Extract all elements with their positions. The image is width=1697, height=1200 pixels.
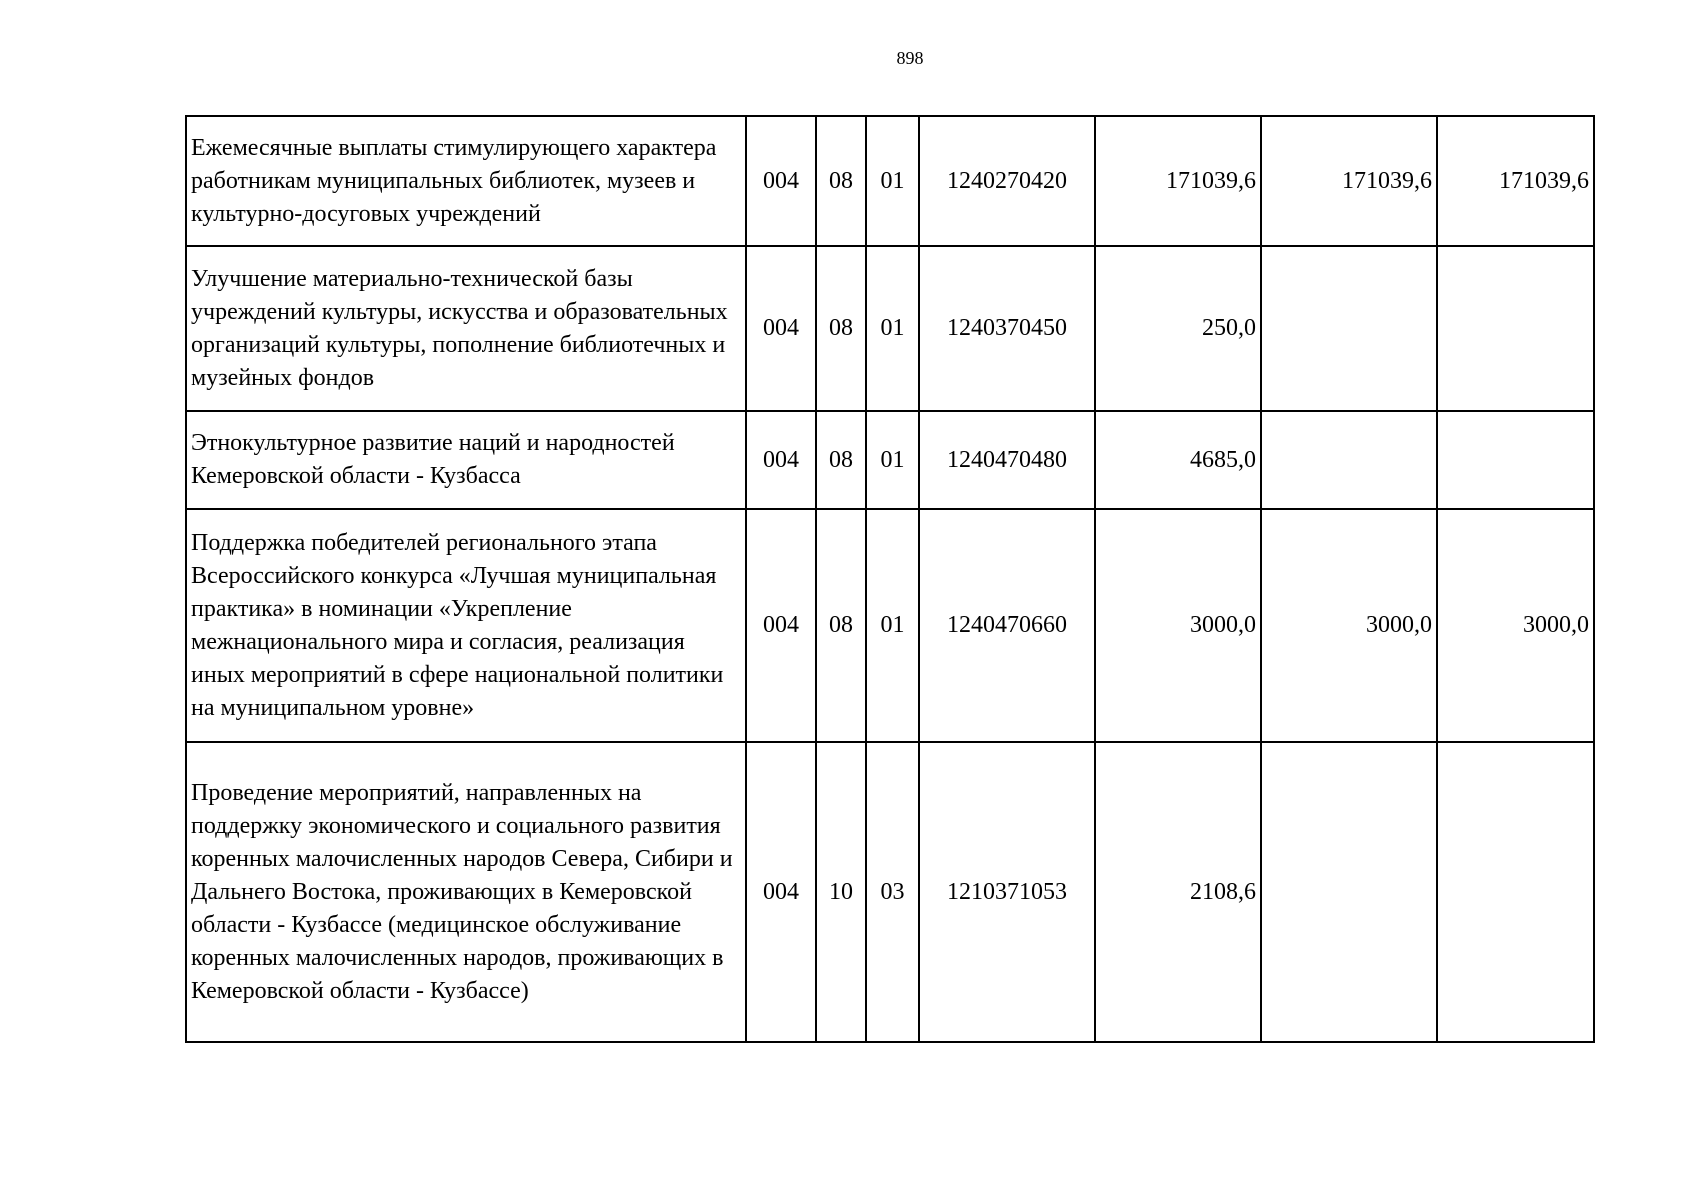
subsection-code-cell: 01 [866, 246, 919, 411]
amount-2-cell: 3000,0 [1261, 509, 1437, 742]
amount-2-cell [1261, 246, 1437, 411]
table-row [186, 742, 1594, 1042]
section-code-cell: 08 [816, 246, 866, 411]
budget-table [185, 115, 1595, 1043]
ministry-code-cell: 004 [746, 116, 816, 246]
table-row [186, 411, 1594, 509]
amount-1-cell: 4685,0 [1095, 411, 1261, 509]
amount-1-cell: 250,0 [1095, 246, 1261, 411]
table-row [186, 116, 1594, 246]
expense-name-cell: Поддержка победителей регионального этапа Всероссийского конкурса «Лучшая муниципальная практика» в номинации «Укрепление межнационального мира и согласия, реализация иных мероприятий в сфере национальной политики на муниципальном уровне» [186, 509, 746, 742]
subsection-code-cell: 03 [866, 742, 919, 1042]
subsection-code-cell: 01 [866, 509, 919, 742]
target-article-cell: 1240370450 [919, 246, 1095, 411]
target-article-cell: 1240470480 [919, 411, 1095, 509]
amount-1-cell: 3000,0 [1095, 509, 1261, 742]
expense-name-cell: Ежемесячные выплаты стимулирующего характера работникам муниципальных библиотек, музеев и культурно-досуговых учреждений [186, 116, 746, 246]
amount-3-cell: 3000,0 [1437, 509, 1594, 742]
amount-1-cell: 2108,6 [1095, 742, 1261, 1042]
ministry-code-cell: 004 [746, 742, 816, 1042]
amount-2-cell: 171039,6 [1261, 116, 1437, 246]
target-article-cell: 1240470660 [919, 509, 1095, 742]
ministry-code-cell: 004 [746, 246, 816, 411]
amount-2-cell [1261, 411, 1437, 509]
ministry-code-cell: 004 [746, 509, 816, 742]
target-article-cell: 1240270420 [919, 116, 1095, 246]
table-row [186, 509, 1594, 742]
section-code-cell: 10 [816, 742, 866, 1042]
subsection-code-cell: 01 [866, 116, 919, 246]
section-code-cell: 08 [816, 116, 866, 246]
expense-name-cell: Проведение мероприятий, направленных на поддержку экономического и социального развития коренных малочисленных народов Севера, Сибири и Дальнего Востока, проживающих в Кемеровской области - Кузбассе (медицинское обслуживание коренных малочисленных народов, проживающих в Кемеровской области - Кузбассе) [186, 742, 746, 1042]
page-number: 898 [896, 48, 924, 68]
amount-3-cell [1437, 742, 1594, 1042]
section-code-cell: 08 [816, 509, 866, 742]
ministry-code-cell: 004 [746, 411, 816, 509]
expense-name-cell: Улучшение материально-технической базы учреждений культуры, искусства и образовательных организаций культуры, пополнение библиотечных и музейных фондов [186, 246, 746, 411]
section-code-cell: 08 [816, 411, 866, 509]
amount-1-cell: 171039,6 [1095, 116, 1261, 246]
expense-name-cell: Этнокультурное развитие наций и народностей Кемеровской области - Кузбасса [186, 411, 746, 509]
subsection-code-cell: 01 [866, 411, 919, 509]
target-article-cell: 1210371053 [919, 742, 1095, 1042]
table-row [186, 246, 1594, 411]
amount-3-cell: 171039,6 [1437, 116, 1594, 246]
amount-2-cell [1261, 742, 1437, 1042]
amount-3-cell [1437, 411, 1594, 509]
amount-3-cell [1437, 246, 1594, 411]
